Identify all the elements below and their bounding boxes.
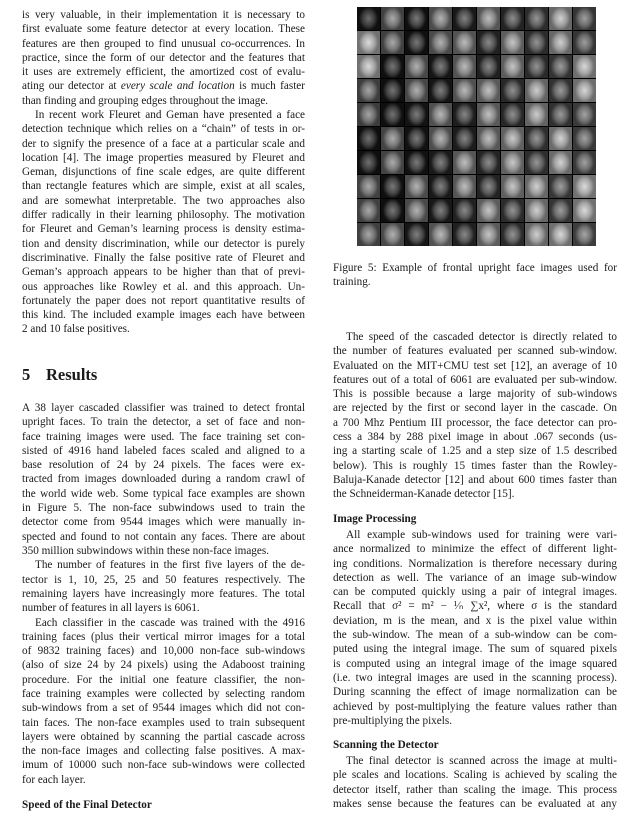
text-line: practice, since the form of our detector and the features that — [22, 51, 305, 64]
text-segment: is much faster — [234, 80, 305, 93]
face-thumbnail — [453, 55, 476, 78]
text-line: the world wide web. Some typical face examples are shown — [22, 487, 305, 500]
face-thumbnail — [573, 55, 596, 78]
text-line: first evaluate some feature detector at every location. These — [22, 23, 305, 36]
text-line: upright faces. To train the detector, a set of face and non- — [22, 416, 305, 429]
face-thumbnail — [549, 103, 572, 126]
face-thumbnail — [381, 79, 404, 102]
text-line: for each layer. — [22, 773, 86, 786]
text-line: the number of features evaluated per scanned sub-window. — [333, 345, 617, 358]
face-thumbnail — [357, 175, 380, 198]
face-thumbnail — [477, 31, 500, 54]
scanning-heading: Scanning the Detector — [333, 739, 439, 751]
text-line: 350 million subwindows within these non-face images. — [22, 544, 270, 557]
text-line: detection technique which relies on a “chain” of tests in or- — [22, 123, 305, 136]
text-line: can be computed quickly using a pair of integral images. — [333, 586, 617, 599]
image-processing-paragraph — [333, 528, 617, 728]
face-thumbnail — [381, 55, 404, 78]
text-line: in Figure 5. The non-face subwindows used to train the — [22, 502, 305, 515]
face-thumbnail — [429, 127, 452, 150]
face-thumbnail — [573, 127, 596, 150]
face-thumbnail — [573, 151, 596, 174]
face-thumbnail — [453, 223, 476, 246]
results-paragraph-2 — [22, 558, 305, 615]
face-thumbnail — [405, 31, 428, 54]
face-thumbnail — [453, 175, 476, 198]
face-thumbnail — [405, 55, 428, 78]
face-thumbnail — [477, 127, 500, 150]
face-thumbnail — [525, 199, 548, 222]
face-thumbnail — [453, 151, 476, 174]
face-thumbnail — [357, 223, 380, 246]
text-line: discriminative. Finally the false positive rate of Fleuret and — [22, 251, 305, 264]
face-thumbnail — [573, 79, 596, 102]
face-thumbnail — [525, 31, 548, 54]
scanning-paragraph — [333, 754, 617, 811]
text-line: achieved by post-multiplying the feature values rather than — [333, 700, 617, 713]
face-thumbnail — [477, 175, 500, 198]
text-line: are rejected by the first or second layer in the cascade. On — [333, 402, 617, 415]
face-thumbnail — [357, 103, 380, 126]
text-line: below). This is roughly 15 times faster than the Rowley- — [333, 459, 617, 472]
text-line: remaining layers have increasingly more features. The total — [22, 587, 305, 600]
face-thumbnail — [429, 199, 452, 222]
face-thumbnail — [405, 199, 428, 222]
face-thumbnail — [549, 175, 572, 198]
face-thumbnail — [405, 103, 428, 126]
face-thumbnail — [549, 79, 572, 102]
text-line: of 9832 training faces) and 10,000 non-face sub-windows — [22, 645, 305, 658]
face-thumbnail — [501, 55, 524, 78]
face-thumbnail — [453, 199, 476, 222]
text-line: Geman’s approach appears to be higher than that of previ- — [22, 266, 305, 279]
section-title: Results — [46, 365, 98, 384]
face-thumbnail — [429, 55, 452, 78]
text-line: In recent work Fleuret and Geman have presented a face — [35, 109, 305, 121]
face-thumbnail — [381, 127, 404, 150]
text-line: The number of features in the first five layers of the de- — [35, 559, 305, 572]
text-line: Baluja-Kanade detector [12] and about 600 times faster than — [333, 473, 617, 486]
face-thumbnail — [549, 151, 572, 174]
text-line: deviation, m is the mean, and x is the pixel value within — [333, 614, 617, 627]
text-line: and are somewhat interpretable. The two approaches also — [22, 194, 305, 207]
face-thumbnail — [381, 7, 404, 30]
text-line: than finding and grouping edges throughout the image. — [22, 94, 269, 107]
text-line: Figure 5: Example of frontal upright face images used for — [333, 262, 617, 274]
text-line: a 700 Mhz Pentium III processor, the face detector can pro- — [333, 416, 617, 429]
text-line: detection as well. The variance of an image sub-window — [333, 571, 617, 584]
face-thumbnail — [501, 151, 524, 174]
face-thumbnail — [357, 199, 380, 222]
face-thumbnail — [501, 199, 524, 222]
text-line: sub-windows from a set of 9544 images which did not con- — [22, 702, 305, 715]
face-thumbnail — [501, 127, 524, 150]
face-thumbnail — [573, 223, 596, 246]
text-line: is computed using an integral image of the image squared — [333, 657, 617, 670]
face-thumbnail — [549, 7, 572, 30]
face-thumbnail — [429, 31, 452, 54]
face-thumbnail — [357, 31, 380, 54]
face-thumbnail — [477, 55, 500, 78]
face-thumbnail — [501, 223, 524, 246]
face-thumbnail — [357, 127, 380, 150]
text-line: features out of a total of 6061 are evaluated per sub-window. — [333, 373, 617, 386]
text-line: the Schneiderman-Kanade detector [15]. — [333, 488, 515, 501]
text-line: During scanning the effect of image normalization can be — [333, 686, 617, 699]
text-line: tion and density discrimination, while our detector is purely — [22, 237, 305, 250]
text-line: this kind. The included example images each have between — [22, 309, 305, 322]
face-thumbnail — [501, 7, 524, 30]
face-thumbnail — [429, 151, 452, 174]
text-line: base resolution of 24 by 24 pixels. The faces were ex- — [22, 459, 305, 472]
face-thumbnail — [525, 103, 548, 126]
face-thumbnail — [525, 79, 548, 102]
text-line: face training images were used. The face training set con- — [22, 430, 305, 443]
text-line: fortunately the paper does not report quantitative results of — [22, 294, 305, 307]
text-line: features are then grouped to find unusual co-occurrences. In — [22, 37, 305, 50]
speed-heading: Speed of the Final Detector — [22, 799, 152, 811]
face-thumbnail — [549, 199, 572, 222]
face-thumbnail — [405, 7, 428, 30]
results-paragraph-3 — [22, 616, 305, 788]
text-line: Recall that σ² = m² − ¹⁄ₙ ∑x², where σ is the standard — [333, 600, 617, 613]
face-thumbnail — [453, 7, 476, 30]
text-line: differ radically in their learning philosophy. The motivation — [22, 209, 305, 222]
face-thumbnail — [477, 151, 500, 174]
text-segment: ating our detector at — [22, 80, 121, 93]
text-line: ple scales and locations. Scaling is achieved by scaling the — [333, 769, 617, 782]
face-thumbnail — [549, 223, 572, 246]
text-line: the sub-window. The mean of a sub-window can be com- — [333, 629, 617, 642]
text-line: tain faces. The non-face examples used to train subsequent — [22, 716, 305, 729]
text-line: training faces (plus their vertical mirror images for a total — [22, 630, 305, 643]
face-thumbnail — [573, 199, 596, 222]
face-thumbnail — [381, 103, 404, 126]
text-line: Geman, disjunctions of fine scale edges, are quite different — [22, 166, 305, 179]
text-line: The final detector is scanned across the image at multi- — [346, 755, 617, 767]
text-line: Evaluated on the MIT+CMU test set [12], an average of 10 — [333, 359, 617, 372]
face-thumbnail — [357, 55, 380, 78]
text-line: ance normalized to minimize the effect of different light- — [333, 543, 617, 556]
face-thumbnail — [429, 79, 452, 102]
face-thumbnail — [549, 31, 572, 54]
face-thumbnail — [453, 127, 476, 150]
text-line: All example sub-windows used for training were vari- — [346, 529, 617, 541]
face-thumbnail — [477, 103, 500, 126]
face-thumbnail — [429, 175, 452, 198]
face-thumbnail — [525, 175, 548, 198]
text-line: makes sense because the features can be evaluated at any — [333, 797, 617, 810]
results-paragraph-1 — [22, 401, 305, 558]
emphasized-text: every scale and location — [120, 80, 235, 93]
text-line: detector itself, rather than scaling the image. This process — [333, 783, 617, 796]
face-thumbnail — [429, 103, 452, 126]
face-thumbnail — [453, 79, 476, 102]
face-thumbnail — [405, 79, 428, 102]
text-line: it uses are extremely efficient, the amortized cost of evalu- — [22, 66, 305, 79]
face-thumbnail — [573, 31, 596, 54]
face-thumbnail — [429, 223, 452, 246]
face-examples-figure — [357, 7, 596, 246]
text-line: than rectangle features which are simple, exist at all scales, — [22, 180, 305, 193]
text-line: training. — [333, 276, 371, 289]
face-thumbnail — [381, 31, 404, 54]
face-thumbnail — [453, 31, 476, 54]
face-thumbnail — [525, 127, 548, 150]
text-line: for Fleuret and Geman’s learning process is density estima- — [22, 223, 305, 236]
face-thumbnail — [525, 223, 548, 246]
text-line: der to signify the presence of a face at a particular scale and — [22, 137, 305, 150]
text-line: Each classifier in the cascade was trained with the 4916 — [35, 616, 305, 629]
text-line: 2 and 10 false positives. — [22, 323, 130, 336]
text-line: tector is 1, 10, 25, 25 and 50 features respectively. The — [22, 573, 305, 586]
face-thumbnail — [357, 79, 380, 102]
face-thumbnail — [381, 151, 404, 174]
face-thumbnail — [501, 175, 524, 198]
face-thumbnail — [525, 55, 548, 78]
text-line: location [4]. The image properties measured by Fleuret and — [22, 151, 305, 164]
text-line: number of features in all layers is 6061. — [22, 602, 200, 615]
face-thumbnail — [501, 103, 524, 126]
face-thumbnail — [477, 79, 500, 102]
face-thumbnail — [405, 175, 428, 198]
text-line: ous approaches like Rowley et al. and this approach. Un- — [22, 280, 305, 293]
text-line: The speed of the cascaded detector is directly related to — [346, 331, 617, 343]
text-line: procedure. For the initial one feature classifier, the non- — [22, 673, 305, 686]
face-thumbnail — [477, 223, 500, 246]
face-thumbnail — [573, 103, 596, 126]
figure-caption — [333, 261, 617, 290]
text-line: the non-face images and collecting false positives. A max- — [22, 745, 305, 758]
text-line: ing conditions. Normalization is therefore necessary during — [333, 557, 617, 570]
text-line: pre-multiplying the pixels. — [333, 714, 453, 727]
face-thumbnail — [381, 199, 404, 222]
text-line: is very valuable, in their implementation it is necessary to — [22, 9, 305, 21]
face-thumbnail — [381, 175, 404, 198]
face-thumbnail — [501, 31, 524, 54]
face-thumbnail — [525, 7, 548, 30]
section-heading — [22, 365, 305, 385]
face-thumbnail — [573, 7, 596, 30]
text-line: ing a starting scale of 1.25 and a step size of 1.5 described — [333, 445, 617, 458]
face-thumbnail — [549, 55, 572, 78]
face-thumbnail — [429, 7, 452, 30]
face-thumbnail — [525, 151, 548, 174]
text-line: detector come from 9544 images which were manually in- — [22, 516, 305, 529]
text-line: (i.e. two integral images are used in the scanning process). — [333, 671, 617, 684]
text-line — [22, 79, 305, 93]
text-line: sisted of 4916 hand labeled faces scaled and aligned to a — [22, 444, 305, 457]
face-thumbnail — [357, 7, 380, 30]
face-thumbnail — [381, 223, 404, 246]
speed-paragraph — [333, 330, 617, 502]
face-thumbnail — [549, 127, 572, 150]
face-thumbnail — [405, 127, 428, 150]
text-line: cess a 384 by 288 pixel image in about .067 seconds (us- — [333, 431, 617, 444]
face-thumbnail — [453, 103, 476, 126]
face-thumbnail — [573, 175, 596, 198]
image-processing-heading: Image Processing — [333, 513, 417, 525]
text-line: spected and found to not contain any faces. There are about — [22, 530, 305, 543]
text-line: face training examples were collected by selecting random — [22, 687, 305, 700]
face-thumbnail — [405, 223, 428, 246]
intro-paragraph — [22, 8, 305, 108]
text-line: A 38 layer cascaded classifier was trained to detect frontal — [22, 402, 305, 414]
fleuret-geman-paragraph — [22, 108, 305, 337]
text-line: (also of size 24 by 24 pixels) using the Adaboost training — [22, 659, 305, 672]
face-thumbnail — [405, 151, 428, 174]
section-number: 5 — [22, 365, 31, 384]
face-thumbnail — [501, 79, 524, 102]
text-line: This is possible because a large majority of sub-windows — [333, 388, 617, 401]
face-thumbnail — [357, 151, 380, 174]
text-line: tracted from images downloaded during a random crawl of — [22, 473, 305, 486]
face-thumbnail — [477, 7, 500, 30]
text-line: puted using the integral image. The sum of squared pixels — [333, 643, 617, 656]
text-line: imum of 10000 such non-face sub-windows were collected — [22, 759, 305, 772]
text-line: layers were obtained by scanning the partial cascade across — [22, 730, 305, 743]
face-thumbnail — [477, 199, 500, 222]
